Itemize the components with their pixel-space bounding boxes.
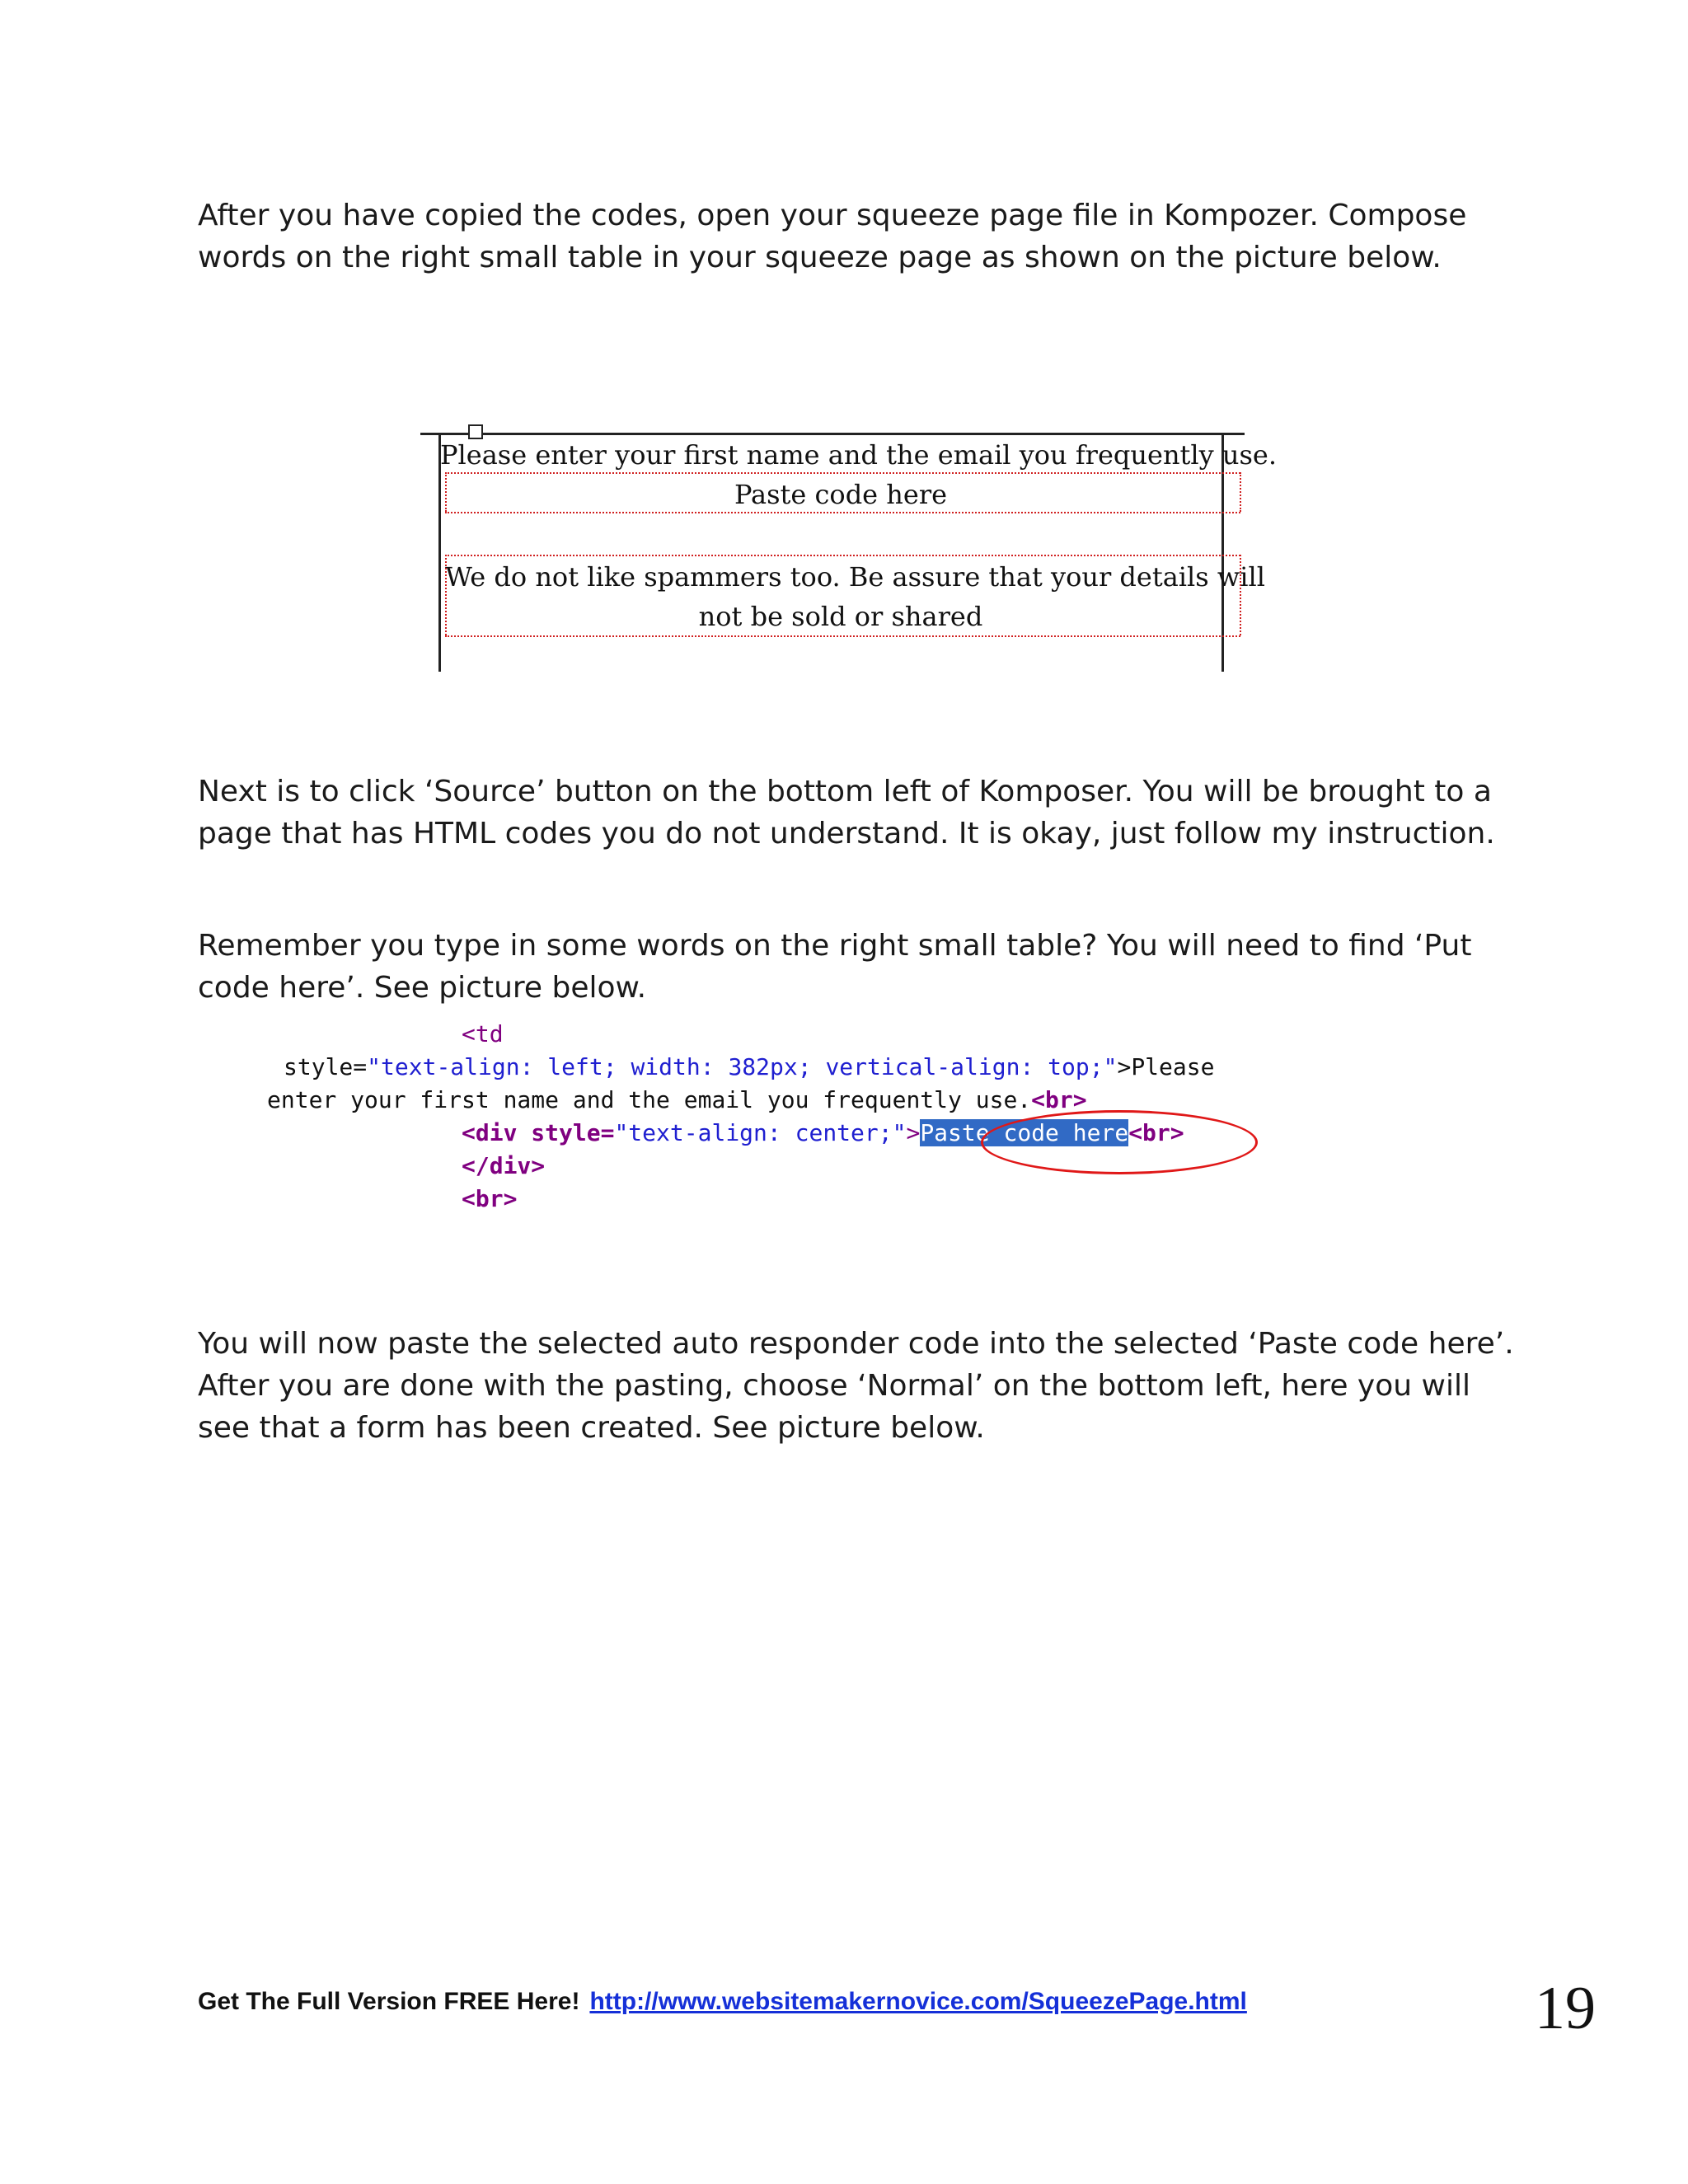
selected-paste-code-text: Paste code here [920,1119,1129,1146]
footer-link[interactable]: http://www.websitemakernovice.com/SqueezePage.html [589,1988,1247,2015]
code-attr: style= [284,1053,368,1080]
table-row-privacy-line1: We do not like spammers too. Be assure that your details will [445,561,1265,593]
html-source-screenshot [264,1018,1418,1216]
code-string: "text-align: left; width: 382px; vertical-align: top;" [367,1053,1118,1080]
paragraph-paste-instructions: You will now paste the selected auto responder code into the selected ‘Paste code here’. After you are done with the pasting, choose ‘Normal’ on the bottom left, here you will see that a form has been created. See picture below. [198,1327,1514,1445]
code-line-5 [462,1150,545,1183]
cell-border [445,512,1240,513]
footer-label: Get The Full Version FREE Here! [198,1988,580,2015]
cell-border [445,472,447,512]
code-attr: style= [531,1119,615,1146]
code-line-1 [462,1018,504,1051]
cell-border [1240,555,1241,635]
code-tag: </div> [462,1152,546,1179]
code-line-3 [267,1084,1087,1117]
code-tag: <br> [1031,1086,1087,1113]
composer-table-screenshot [420,424,1278,672]
cell-border [445,555,447,635]
code-tag: <td [462,1020,504,1047]
footer [198,1988,1247,2016]
code-text: >Please [1117,1053,1215,1080]
table-row-paste-code: Paste code here [734,479,948,510]
code-tag: <br> [462,1185,518,1212]
code-text: enter your first name and the email you frequently use. [267,1086,1032,1113]
page-number: 19 [1535,1975,1596,2042]
table-row-instruction: Please enter your first name and the email you frequently use. [440,439,1278,471]
paragraph-source-button: Next is to click ‘Source’ button on the bottom left of Komposer. You will be brought to a page that has HTML codes you do not understand. It is okay, just follow my instruction. [198,775,1495,851]
red-highlight-circle [981,1110,1258,1174]
code-gt: > [906,1119,921,1146]
code-line-2 [284,1051,1214,1084]
code-line-6 [462,1183,517,1216]
cell-border [1240,472,1241,512]
cell-border [445,635,1240,637]
code-tag: <br> [1128,1119,1184,1146]
paragraph-intro: After you have copied the codes, open your squeeze page file in Kompozer. Compose words on the right small table in your squeeze page as shown on the picture below. [198,199,1467,274]
code-tag: <div [462,1119,518,1146]
table-row-privacy-line2: not be sold or shared [698,601,983,632]
code-string: "text-align: center;" [614,1119,907,1146]
paragraph-find-code: Remember you type in some words on the right small table? You will need to find ‘Put code here’. See picture below. [198,929,1472,1005]
